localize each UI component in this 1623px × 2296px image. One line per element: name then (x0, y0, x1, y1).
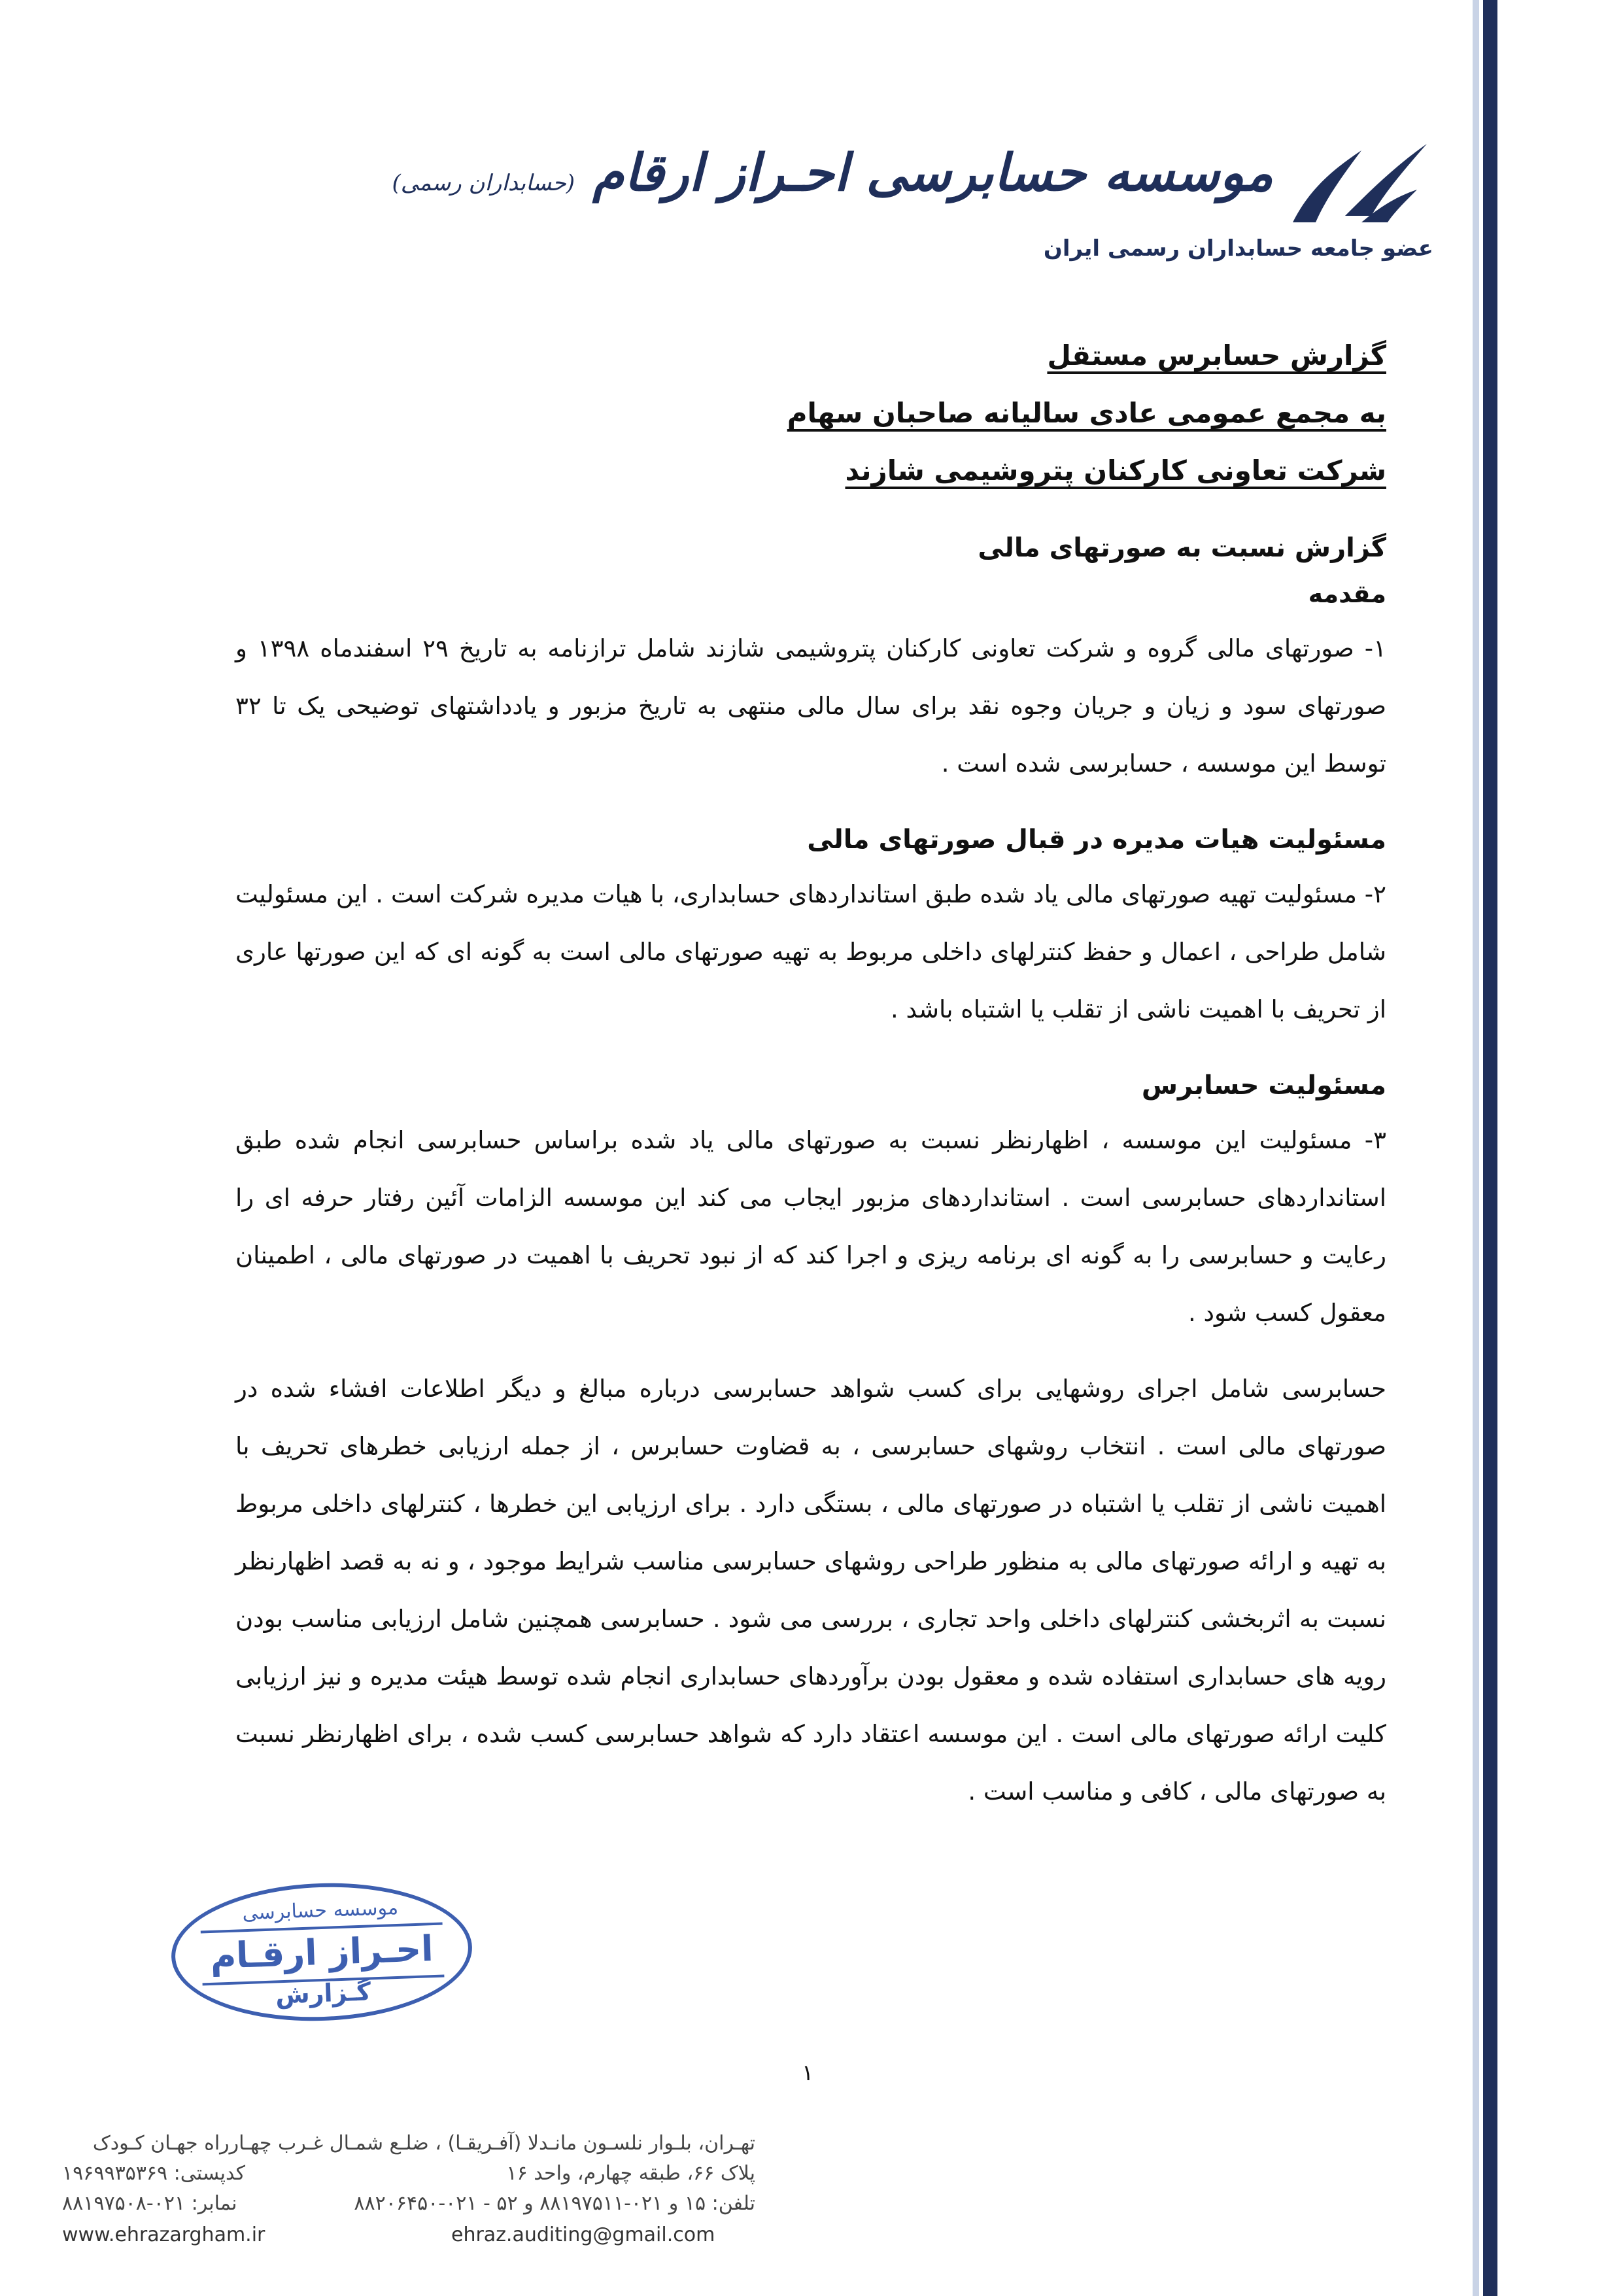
auditor-paragraph-2: حسابرسی شامل اجرای روشهایی برای کسب شواهد حسابرسی درباره مبالغ و دیگر اطلاعات افشاء شده در صورتهای مالی است . انتخاب روشهای حسابرسی ، به قضاوت حسابرس ، از جمله ارزیابی خطرهای تحریف با اهمیت ناشی از تقلب یا اشتباه در صورتهای مالی ، بستگی دارد . برای ارزیابی این خطرها ، کنترلهای داخلی مربوط به تهیه و ارائه صورتهای مالی به منظور طراحی روشهای حسابرسی مناسب شرایط موجود ، و نه به قصد اظهارنظر نسبت به اثربخشی کنترلهای داخلی واحد تجاری ، بررسی می شود . حسابرسی همچنین شامل ارزیابی مناسب بودن رویه های حسابداری استفاده شده و معقول بودن برآوردهای حسابداری انجام شده توسط هیئت مدیره و نیز ارزیابی کلیت ارائه صورتهای مالی است . این موسسه اعتقاد دارد که شواهد حسابرسی کسب شده ، برای اظهارنظر نسبت به صورتهای مالی ، کافی و مناسب است . (235, 1375, 1386, 1806)
footer-phones: تلفن: ۱۵ و ۰۲۱-۸۸۱۹۷۵۱۱ و ۵۲ - ۰۲۱-۸۸۲۰۶۴۵۰ (354, 2192, 755, 2215)
intro-paragraph: ۱- صورتهای مالی گروه و شرکت تعاونی کارکنان پتروشیمی شازند شامل ترازنامه به تاریخ ۲۹ اسفندماه ۱۳۹۸ و صورتهای سود و زیان و جریان وجوه نقد برای سال مالی منتهی به تاریخ مزبور و یادداشتهای توضیحی یک تا ۳۲ توسط این موسسه ، حسابرسی شده است . (235, 634, 1386, 778)
section-financial-heading: گزارش نسبت به صورتهای مالی (978, 533, 1386, 563)
footer-address-1: تهـران، بلـوار نلسـون مانـدلا (آفـریقـا) ، ضلـع شمـال غـرب چهـارراه جهـان کـودک (92, 2132, 755, 2155)
stamp-bottom-text: گـزارش (275, 1977, 371, 2010)
institute-subtitle: (حسابداران رسمی) (392, 170, 575, 196)
footer-email-link[interactable]: ehraz.auditing@gmail.com (451, 2223, 715, 2246)
page-number: ۱ (802, 2060, 814, 2086)
report-title-2: به مجمع عمومی عادی سالیانه صاحبان سهام (787, 397, 1386, 429)
auditor-heading: مسئولیت حسابرس (1141, 1071, 1386, 1101)
report-body (235, 327, 1386, 1821)
auditor-paragraph-1: ۳- مسئولیت این موسسه ، اظهارنظر نسبت به صورتهای مالی یاد شده براساس حسابرسی انجام شده طبق استانداردهای حسابرسی است . استانداردهای مزبور ایجاب می کند این موسسه الزامات آئین رفتار حرفه ای را رعایت و حسابرسی را به گونه ای برنامه ریزی و اجرا کند که از نبود تحریف با اهمیت در صورتهای مالی ، اطمینان معقول کسب شود . (235, 1126, 1386, 1327)
stamp-middle-text: احـراز ارقـام (209, 1928, 434, 1977)
board-paragraph: ۲- مسئولیت تهیه صورتهای مالی یاد شده طبق استانداردهای حسابداری، با هیات مدیره شرکت است . این مسئولیت شامل طراحی ، اعمال و حفظ کنترلهای داخلی مربوط به تهیه صورتهای مالی است به گونه ای که این صورتها عاری از تحریف با اهمیت ناشی از تقلب یا اشتباه باشد . (235, 880, 1386, 1023)
membership-line: عضو جامعه حسابداران رسمی ایران (1043, 235, 1433, 262)
report-title-1: گزارش حسابرس مستقل (1047, 339, 1386, 371)
footer-row-2 (62, 2159, 755, 2189)
intro-heading: مقدمه (1308, 579, 1386, 608)
footer-fax: نمابر: ۰۲۱-۸۸۱۹۷۵۰۸ (62, 2192, 237, 2215)
footer-address-2: پلاک ۶۶، طبقه چهارم، واحد ۱۶ (506, 2162, 755, 2185)
letterhead (392, 118, 1433, 288)
stamp-top-text: موسسه حسابرسی (241, 1896, 399, 1925)
footer (62, 2129, 755, 2219)
report-title-3: شرکت تعاونی کارکنان پتروشیمی شازند (845, 454, 1386, 487)
side-bar-accent (1473, 0, 1479, 2296)
institute-logo-icon (1283, 131, 1433, 229)
institute-name (392, 137, 1273, 219)
footer-website-link[interactable]: www.ehrazargham.ir (62, 2223, 265, 2246)
side-bar (1483, 0, 1497, 2296)
institute-stamp (169, 1878, 474, 2026)
board-heading: مسئولیت هیات مدیره در قبال صورتهای مالی (807, 825, 1386, 855)
footer-postal-code: کدپستی: ۱۹۶۹۹۳۵۳۶۹ (62, 2162, 245, 2185)
institute-name-text: موسسه حسابرسی احـراز ارقام (592, 143, 1273, 203)
footer-row-3 (62, 2189, 755, 2219)
